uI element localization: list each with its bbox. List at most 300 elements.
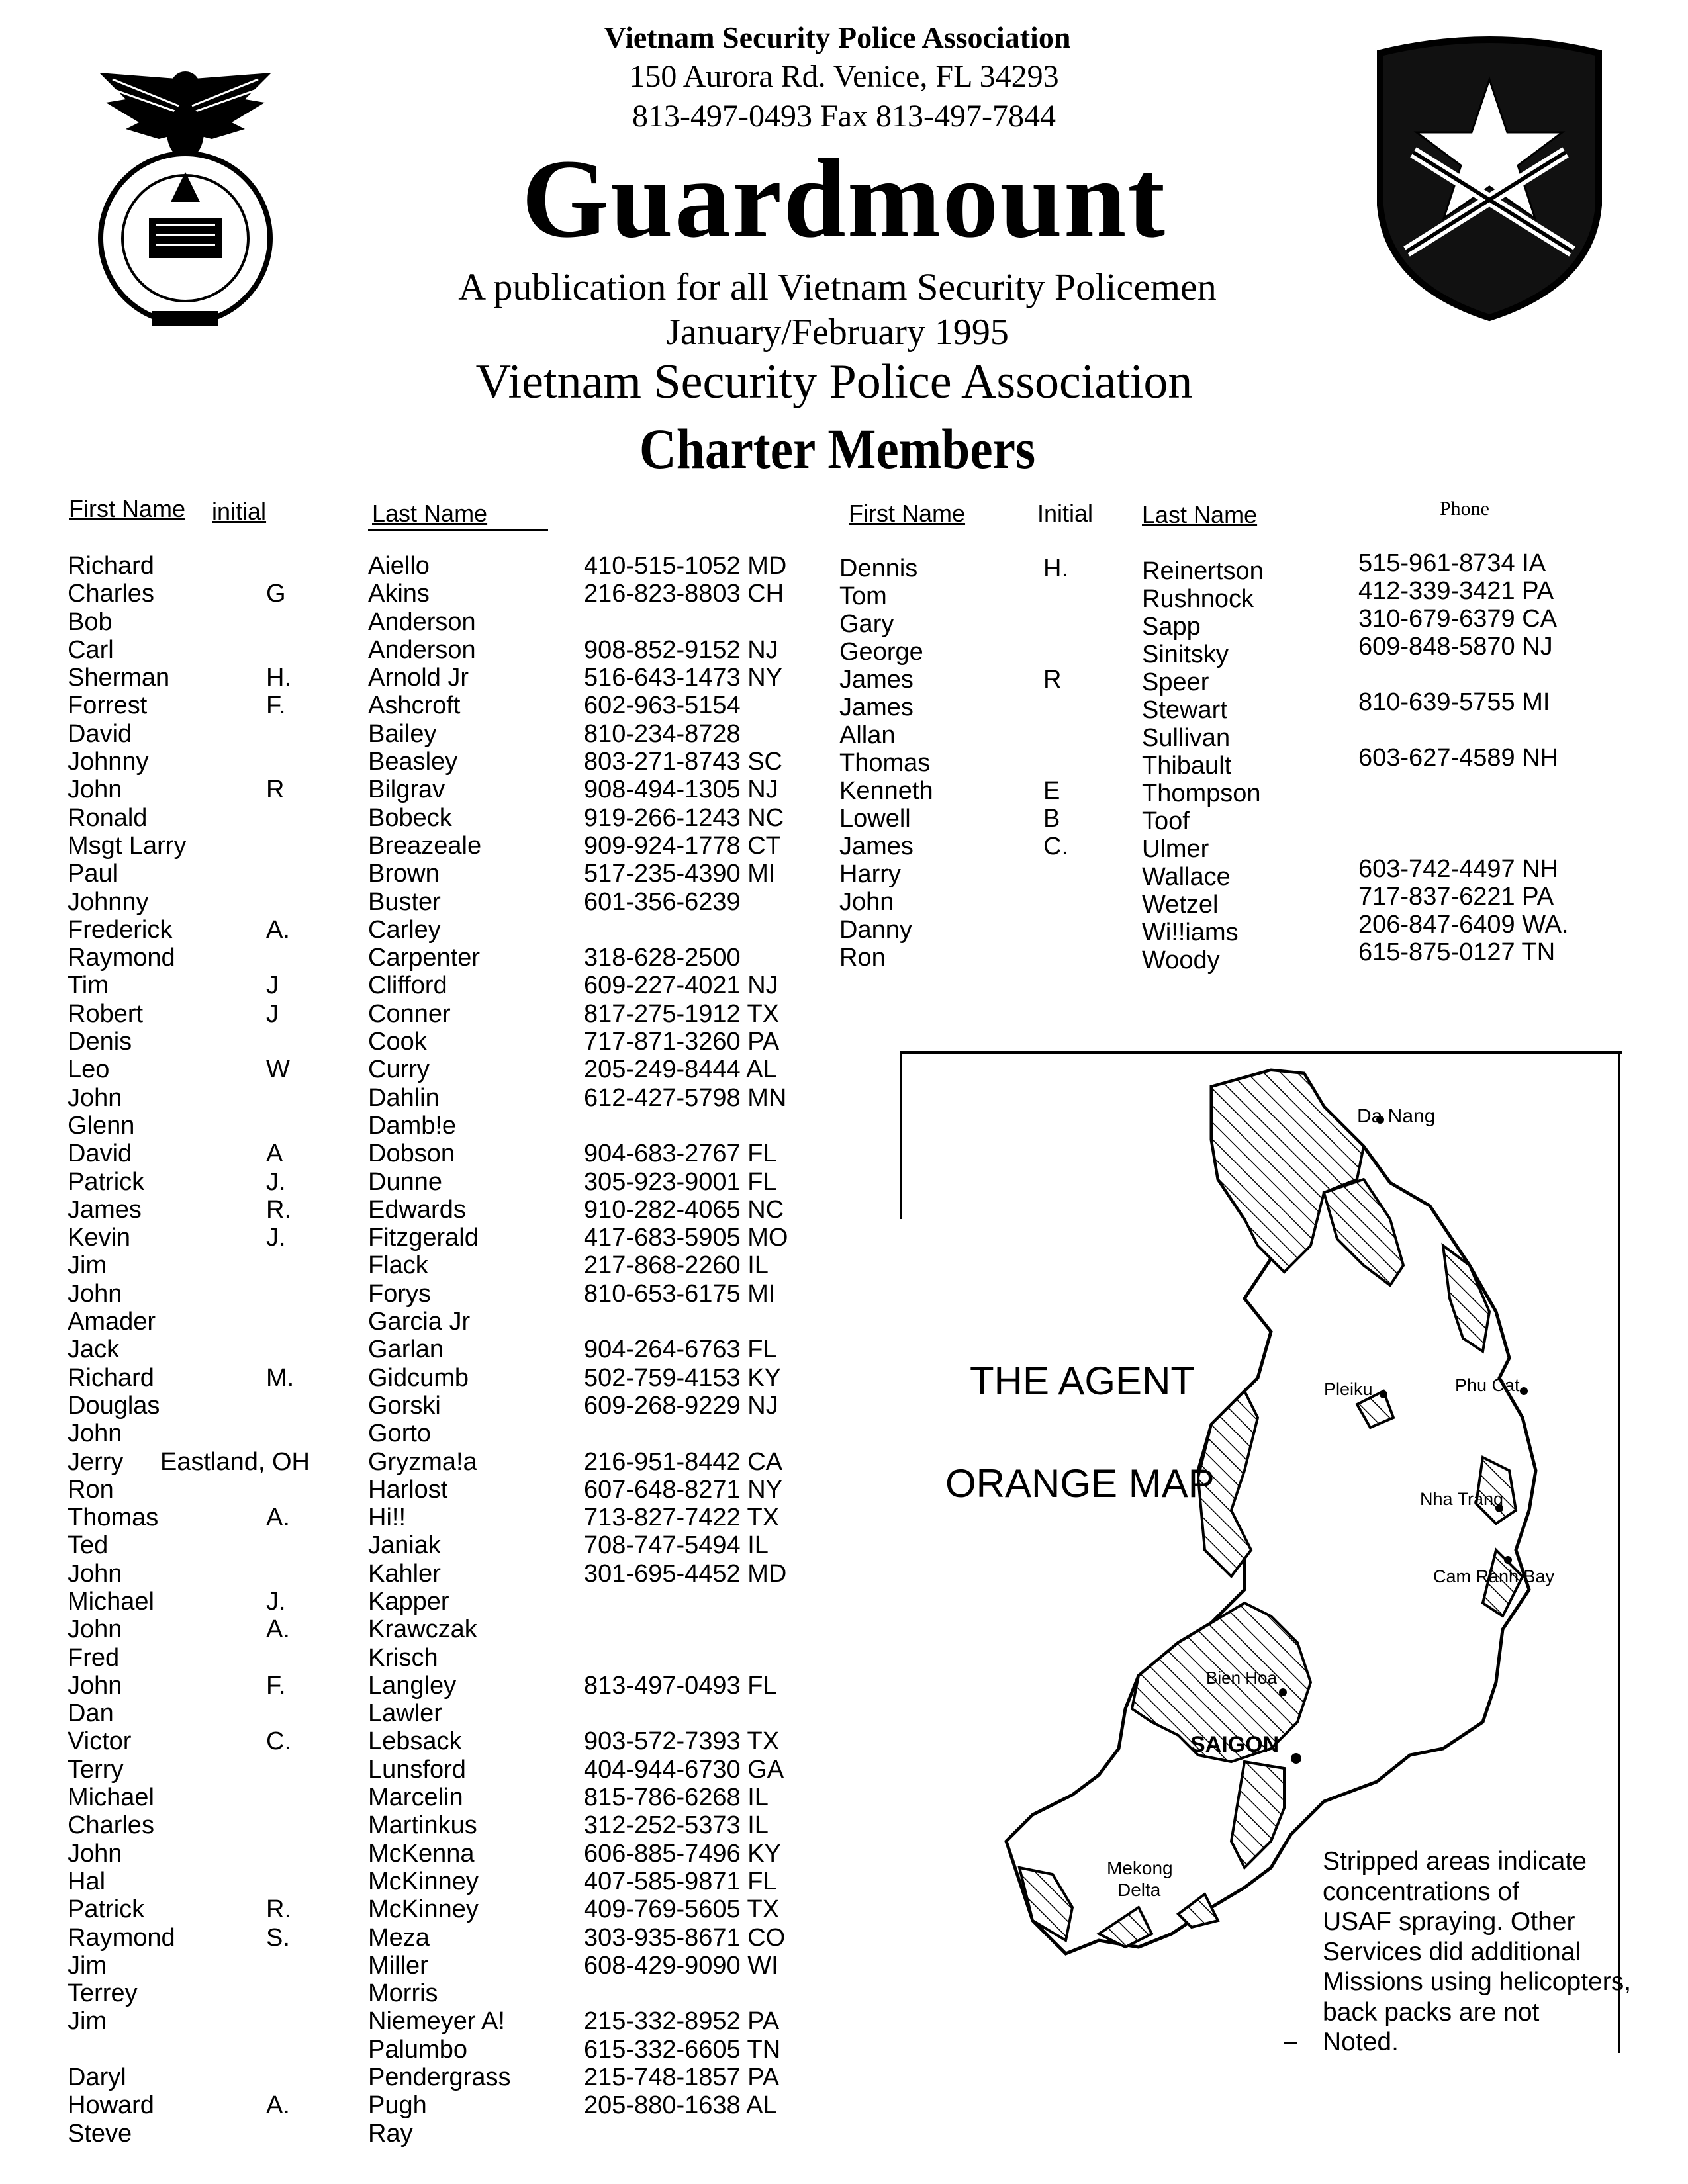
member-initial: J. <box>266 1224 286 1252</box>
member-phone: 615-332-6605 TN <box>584 2035 781 2064</box>
member-first-name: Amader <box>68 1308 156 1336</box>
member-first-name: John <box>68 1671 122 1700</box>
member-first-name: Thomas <box>839 749 931 777</box>
member-initial <box>266 832 310 860</box>
member-phone: 609-268-9229 NJ <box>584 1391 778 1420</box>
member-first-name: Johnny <box>68 887 149 916</box>
right-phone-column <box>1358 549 1569 966</box>
right-col-initial-header: Initial <box>1037 500 1094 527</box>
member-initial: J <box>266 972 279 1000</box>
member-phone: 903-572-7393 TX <box>584 1727 780 1756</box>
member-phone <box>584 1112 788 1140</box>
member-initial: R. <box>266 1895 291 1924</box>
left-col-initial-header: initial <box>212 498 267 525</box>
member-phone: 708-747-5494 IL <box>584 1531 769 1560</box>
member-initial <box>1043 944 1068 972</box>
left-col-first-header: First Name <box>69 495 186 522</box>
member-last-name: Bailey <box>368 719 437 748</box>
member-first-name: John <box>68 1559 122 1588</box>
right-col-first-header: First Name <box>849 500 966 527</box>
left-initial-column <box>160 552 310 2148</box>
right-last-name-column <box>1142 557 1264 974</box>
tagline: A publication for all Vietnam Security Policemen <box>458 265 1217 308</box>
member-first-name: Terry <box>68 1755 124 1784</box>
member-last-name: Damb!e <box>368 1111 457 1140</box>
member-phone: 515-961-8734 IA <box>1358 549 1546 577</box>
member-phone: 407-585-9871 FL <box>584 1867 777 1895</box>
member-first-name: Bob <box>68 608 113 636</box>
map-caption-line: Services did additional <box>1323 1937 1581 1966</box>
member-last-name: Sinitsky <box>1142 641 1229 668</box>
member-last-name: Brown <box>368 860 440 888</box>
member-phone: 607-648-8271 NY <box>584 1475 782 1504</box>
member-phone <box>584 1588 788 1615</box>
member-phone: 609-227-4021 NJ <box>584 972 778 1000</box>
member-last-name: Cook <box>368 1028 427 1056</box>
member-last-name: Garlan <box>368 1336 444 1364</box>
member-first-name: Dennis <box>839 555 918 582</box>
member-phone <box>584 608 788 636</box>
member-phone: 817-275-1912 TX <box>584 999 780 1028</box>
member-phone: 217-868-2260 IL <box>584 1251 769 1280</box>
member-initial <box>266 944 310 972</box>
member-initial: C. <box>266 1727 291 1756</box>
member-last-name: Toof <box>1142 807 1190 835</box>
member-first-name: Lowell <box>839 805 911 833</box>
member-first-name: Carl <box>68 635 114 664</box>
member-initial: J <box>266 999 279 1028</box>
member-phone <box>1358 716 1569 744</box>
member-last-name: Buster <box>368 887 441 916</box>
member-last-name: Gryzma!a <box>368 1447 477 1476</box>
member-first-name: Richard <box>68 552 154 580</box>
member-phone: 318-628-2500 <box>584 944 741 972</box>
member-phone <box>584 1420 788 1447</box>
member-initial <box>1043 749 1068 777</box>
member-last-name: Sullivan <box>1142 724 1231 752</box>
member-initial <box>266 1979 310 2007</box>
member-first-name: Charles <box>68 1811 154 1840</box>
member-phone: 305-923-9001 FL <box>584 1167 777 1196</box>
member-last-name: Dunne <box>368 1167 442 1196</box>
member-first-name: Raymond <box>68 944 175 972</box>
member-first-name: Howard <box>68 2091 154 2120</box>
member-first-name: Patrick <box>68 1895 145 1924</box>
member-phone <box>584 916 788 944</box>
member-initial: R. <box>266 1195 291 1224</box>
member-initial <box>266 1280 310 1308</box>
member-initial <box>266 1392 310 1420</box>
member-initial <box>266 2120 310 2148</box>
member-initial <box>266 1336 310 1363</box>
member-first-name: Ted <box>68 1531 109 1560</box>
member-phone: 612-427-5798 MN <box>584 1083 787 1112</box>
member-initial <box>266 888 310 916</box>
member-phone: 412-339-3421 PA <box>1358 577 1554 605</box>
member-last-name: Edwards <box>368 1195 466 1224</box>
member-last-name: Wetzel <box>1142 891 1219 919</box>
member-last-name: Fitzgerald <box>368 1224 479 1252</box>
member-initial: R <box>1043 666 1062 694</box>
member-last-name: Rushnock <box>1142 585 1254 613</box>
member-first-name: Douglas <box>68 1391 160 1420</box>
member-phone: 205-880-1638 AL <box>584 2091 777 2120</box>
member-last-name: Harlost <box>368 1475 448 1504</box>
member-initial <box>1043 916 1068 944</box>
member-phone: 919-266-1243 NC <box>584 803 784 832</box>
member-initial <box>266 860 310 887</box>
member-initial <box>266 1531 310 1559</box>
member-first-name: Jim <box>68 2007 107 2036</box>
phone-fax: 813-497-0493 Fax 813-497-7844 <box>632 99 1056 134</box>
member-last-name: Curry <box>368 1056 430 1084</box>
member-first-name: Richard <box>68 1363 154 1392</box>
member-initial <box>1043 860 1068 888</box>
member-first-name: Forrest <box>68 692 148 720</box>
member-last-name: Bilgrav <box>368 776 445 804</box>
member-last-name: Speer <box>1142 668 1209 696</box>
member-initial: W <box>266 1056 290 1084</box>
member-last-name: Wi!!iams <box>1142 919 1239 946</box>
member-phone: 615-875-0127 TN <box>1358 938 1556 966</box>
member-phone <box>584 1615 788 1643</box>
member-last-name: Sapp <box>1142 613 1201 641</box>
section-title: Charter Members <box>639 417 1036 480</box>
member-first-name: Michael <box>68 1587 154 1615</box>
member-phone <box>584 2120 788 2148</box>
member-first-name: James <box>839 666 914 694</box>
member-initial: E <box>1043 777 1060 805</box>
member-initial <box>266 1028 310 1056</box>
org-name-large: Vietnam Security Police Association <box>475 355 1193 409</box>
member-last-name: Kapper <box>368 1587 449 1615</box>
member-initial: H. <box>1043 555 1068 582</box>
member-phone: 904-683-2767 FL <box>584 1140 777 1168</box>
member-first-name: Charles <box>68 580 154 608</box>
member-initial <box>266 1308 310 1336</box>
map-title-line1: THE AGENT <box>970 1359 1196 1403</box>
member-phone: 908-494-1305 NJ <box>584 776 778 804</box>
member-first-name: Terrey <box>68 1979 138 2008</box>
member-initial <box>266 1756 310 1784</box>
member-first-name: Jack <box>68 1336 120 1364</box>
member-last-name: Stewart <box>1142 696 1227 724</box>
member-phone: 813-497-0493 FL <box>584 1671 777 1700</box>
member-first-name: Jim <box>68 1251 107 1280</box>
member-phone <box>1358 799 1569 827</box>
member-first-name: Steve <box>68 2119 132 2148</box>
member-phone: 608-429-9090 WI <box>584 1951 778 1979</box>
member-last-name: Reinertson <box>1142 557 1264 585</box>
agent-orange-map <box>900 1047 1632 2056</box>
member-phone: 502-759-4153 KY <box>584 1363 781 1392</box>
map-caption-line: Missions using helicopters, <box>1323 1968 1632 1996</box>
member-phone: 904-264-6763 FL <box>584 1336 777 1364</box>
member-phone: 310-679-6379 CA <box>1358 605 1557 633</box>
member-initial: J. <box>266 1167 286 1196</box>
member-first-name: Ron <box>68 1475 114 1504</box>
member-first-name: Kevin <box>68 1224 131 1252</box>
member-initial: A. <box>266 1615 290 1644</box>
member-phone: 205-249-8444 AL <box>584 1056 777 1084</box>
member-last-name: Garcia Jr <box>368 1308 471 1336</box>
member-initial <box>266 1112 310 1140</box>
member-phone: 417-683-5905 MO <box>584 1224 788 1252</box>
member-last-name: Akins <box>368 580 430 608</box>
member-first-name: Thomas <box>68 1504 159 1532</box>
member-first-name: Patrick <box>68 1167 145 1196</box>
member-initial <box>266 636 310 664</box>
member-initial: J. <box>266 1587 286 1615</box>
member-initial <box>266 804 310 832</box>
member-phone: 810-234-8728 <box>584 719 741 748</box>
member-phone <box>584 1979 788 2007</box>
member-initial <box>266 1784 310 1811</box>
member-first-name: Allan <box>839 721 896 749</box>
member-last-name: Dahlin <box>368 1083 440 1112</box>
member-first-name: John <box>68 1279 122 1308</box>
member-last-name: Anderson <box>368 608 476 636</box>
member-initial: H. <box>266 664 291 692</box>
map-label-delta: Delta <box>1117 1880 1161 1900</box>
member-first-name: James <box>68 1195 142 1224</box>
member-phone: 516-643-1473 NY <box>584 664 782 692</box>
member-first-name: Danny <box>839 916 912 944</box>
member-first-name: John <box>68 1615 122 1644</box>
member-last-name: Bobeck <box>368 803 452 832</box>
member-last-name: Thompson <box>1142 780 1261 807</box>
member-first-name: Paul <box>68 860 118 888</box>
map-label-da-nang: Da Nang <box>1357 1105 1436 1127</box>
member-first-name: Johnny <box>68 748 149 776</box>
member-last-name: Lunsford <box>368 1755 466 1784</box>
member-phone: 215-332-8952 PA <box>584 2007 780 2036</box>
member-last-name: Beasley <box>368 748 458 776</box>
member-phone: 713-827-7422 TX <box>584 1504 780 1532</box>
member-last-name: Flack <box>368 1251 428 1280</box>
member-last-name: Gidcumb <box>368 1363 469 1392</box>
member-initial <box>266 720 310 748</box>
right-first-name-column <box>839 555 933 972</box>
member-last-name: McKenna <box>368 1839 475 1868</box>
member-last-name: Hi!! <box>368 1504 406 1532</box>
right-col-phone-header: Phone <box>1440 498 1489 520</box>
member-last-name: Gorto <box>368 1420 432 1448</box>
member-last-name: Langley <box>368 1671 457 1700</box>
left-col-last-header: Last Name <box>372 500 488 527</box>
member-first-name: Tim <box>68 972 109 1000</box>
member-phone: 216-951-8442 CA <box>584 1447 782 1476</box>
member-first-name: Hal <box>68 1867 106 1895</box>
member-initial <box>1043 694 1068 721</box>
member-last-name: Ray <box>368 2119 413 2148</box>
address: 150 Aurora Rd. Venice, FL 34293 <box>629 59 1059 94</box>
map-label-saigon: SAIGON <box>1190 1732 1280 1757</box>
member-phone: 717-871-3260 PA <box>584 1028 780 1056</box>
member-phone: 602-963-5154 <box>584 692 741 720</box>
map-label-cam-ranh-bay: Cam Ranh Bay <box>1433 1567 1555 1586</box>
map-caption-line: Noted. <box>1323 2028 1399 2056</box>
member-initial: F. <box>266 1671 286 1700</box>
org-name: Vietnam Security Police Association <box>604 21 1071 54</box>
member-first-name: David <box>68 719 132 748</box>
member-phone <box>584 1700 788 1727</box>
member-last-name: Carley <box>368 915 441 944</box>
member-first-name: Ronald <box>68 803 148 832</box>
member-phone: 601-356-6239 <box>584 887 741 916</box>
member-phone: 312-252-5373 IL <box>584 1811 769 1840</box>
member-phone: 908-852-9152 NJ <box>584 635 778 664</box>
member-first-name: Jim <box>68 1951 107 1979</box>
member-phone: 603-742-4497 NH <box>1358 855 1559 883</box>
member-first-name: John <box>68 1420 122 1448</box>
member-initial: M. <box>266 1363 295 1392</box>
member-first-name: Gary <box>839 610 894 638</box>
member-first-name: Denis <box>68 1028 132 1056</box>
member-last-name: Morris <box>368 1979 438 2008</box>
member-initial <box>266 1420 310 1447</box>
member-last-name: Dobson <box>368 1140 455 1168</box>
member-initial: S. <box>266 1923 290 1952</box>
member-phone <box>1358 660 1569 688</box>
member-last-name: Ashcroft <box>368 692 461 720</box>
member-first-name: Glenn <box>68 1111 135 1140</box>
member-last-name: Carpenter <box>368 944 480 972</box>
member-last-name: Pendergrass <box>368 2064 511 2092</box>
member-last-name: Gorski <box>368 1391 441 1420</box>
member-last-name: Martinkus <box>368 1811 477 1840</box>
map-label-phu-cat: Phu Cat <box>1455 1375 1520 1395</box>
member-initial: F. <box>266 692 286 720</box>
member-phone: 609-848-5870 NJ <box>1358 633 1553 660</box>
right-initial-column <box>1043 555 1068 972</box>
member-phone: 216-823-8803 CH <box>584 580 784 608</box>
member-phone: 301-695-4452 MD <box>584 1559 787 1588</box>
member-initial <box>266 2007 310 2035</box>
member-phone: 603-627-4589 NH <box>1358 744 1559 772</box>
member-first-name: James <box>839 694 914 721</box>
member-first-name: George <box>839 638 923 666</box>
member-first-name: Jerry <box>68 1447 124 1476</box>
member-first-name: John <box>68 776 122 804</box>
member-initial: Eastland, OH <box>160 1447 310 1476</box>
member-initial: C. <box>1043 833 1068 860</box>
masthead-title: Guardmount <box>521 136 1167 261</box>
member-initial: R <box>266 776 285 804</box>
left-last-name-column <box>368 552 510 2148</box>
member-initial <box>266 1251 310 1279</box>
member-initial <box>266 1700 310 1727</box>
member-initial: A. <box>266 1504 290 1532</box>
member-last-name: Palumbo <box>368 2035 467 2064</box>
member-initial <box>1043 721 1068 749</box>
member-phone: 215-748-1857 PA <box>584 2064 780 2092</box>
member-initial: A. <box>266 2091 290 2120</box>
member-first-name: Robert <box>68 999 144 1028</box>
member-last-name: Marcelin <box>368 1784 463 1812</box>
member-phone: 909-924-1778 CT <box>584 831 781 860</box>
member-last-name: Meza <box>368 1923 430 1952</box>
member-phone: 517-235-4390 MI <box>584 860 776 888</box>
member-last-name: Wallace <box>1142 863 1231 891</box>
member-last-name: Aiello <box>368 552 430 580</box>
member-phone <box>584 1308 788 1336</box>
member-initial: B <box>1043 805 1060 833</box>
member-last-name: Krisch <box>368 1643 438 1672</box>
member-last-name: Kahler <box>368 1559 441 1588</box>
member-first-name: Leo <box>68 1056 110 1084</box>
member-initial <box>1043 638 1068 666</box>
member-first-name <box>68 2036 186 2064</box>
member-initial <box>1043 888 1068 916</box>
member-initial <box>266 2064 310 2091</box>
map-caption-line: USAF spraying. Other <box>1323 1907 1575 1936</box>
member-last-name: Anderson <box>368 635 476 664</box>
map-label-bien-hoa: Bien Hoa <box>1206 1668 1277 1688</box>
member-initial <box>266 1952 310 1979</box>
map-label-nha-trang: Nha Trang <box>1420 1489 1504 1509</box>
member-initial <box>1043 610 1068 638</box>
member-phone: 810-639-5755 MI <box>1358 688 1550 716</box>
member-initial <box>266 1868 310 1895</box>
member-first-name: John <box>68 1839 122 1868</box>
map-caption-line: back packs are not <box>1323 1997 1540 2026</box>
member-last-name: Ulmer <box>1142 835 1209 863</box>
member-last-name: Krawczak <box>368 1615 477 1644</box>
left-header-rule <box>368 529 548 531</box>
member-last-name: Forys <box>368 1279 431 1308</box>
member-initial <box>266 1840 310 1868</box>
member-first-name: Raymond <box>68 1923 175 1952</box>
member-initial <box>266 608 310 636</box>
member-initial <box>266 1084 310 1112</box>
member-initial: A. <box>266 915 290 944</box>
member-last-name: Thibault <box>1142 752 1232 780</box>
member-phone: 910-282-4065 NC <box>584 1195 784 1224</box>
member-first-name: Daryl <box>68 2064 126 2092</box>
member-phone <box>1358 827 1569 855</box>
member-phone: 803-271-8743 SC <box>584 748 782 776</box>
member-phone <box>584 1644 788 1672</box>
member-first-name: Harry <box>839 860 901 888</box>
member-first-name: James <box>839 833 914 860</box>
member-last-name: Woody <box>1142 946 1220 974</box>
member-initial <box>266 748 310 776</box>
member-first-name: Ron <box>839 944 886 972</box>
member-first-name: John <box>68 1083 122 1112</box>
member-last-name: Pugh <box>368 2091 427 2120</box>
left-first-name-column <box>68 552 186 2148</box>
member-last-name: Clifford <box>368 972 447 1000</box>
member-last-name: Lawler <box>368 1700 442 1728</box>
member-last-name: Niemeyer A! <box>368 2007 505 2036</box>
member-first-name: John <box>839 888 894 916</box>
member-first-name: Dan <box>68 1700 114 1728</box>
map-caption-line: Stripped areas indicate <box>1323 1847 1587 1876</box>
left-phone-column <box>584 552 788 2148</box>
member-initial <box>266 1560 310 1588</box>
member-last-name: Miller <box>368 1951 428 1979</box>
member-initial <box>266 2036 310 2064</box>
member-initial <box>266 1476 310 1504</box>
map-label-mekong: Mekong <box>1107 1858 1173 1878</box>
member-last-name: McKinney <box>368 1867 479 1895</box>
member-initial <box>266 1644 310 1672</box>
member-phone: 606-885-7496 KY <box>584 1839 781 1868</box>
member-phone: 409-769-5605 TX <box>584 1895 780 1924</box>
member-phone: 717-837-6221 PA <box>1358 883 1554 911</box>
member-initial: G <box>266 580 286 608</box>
